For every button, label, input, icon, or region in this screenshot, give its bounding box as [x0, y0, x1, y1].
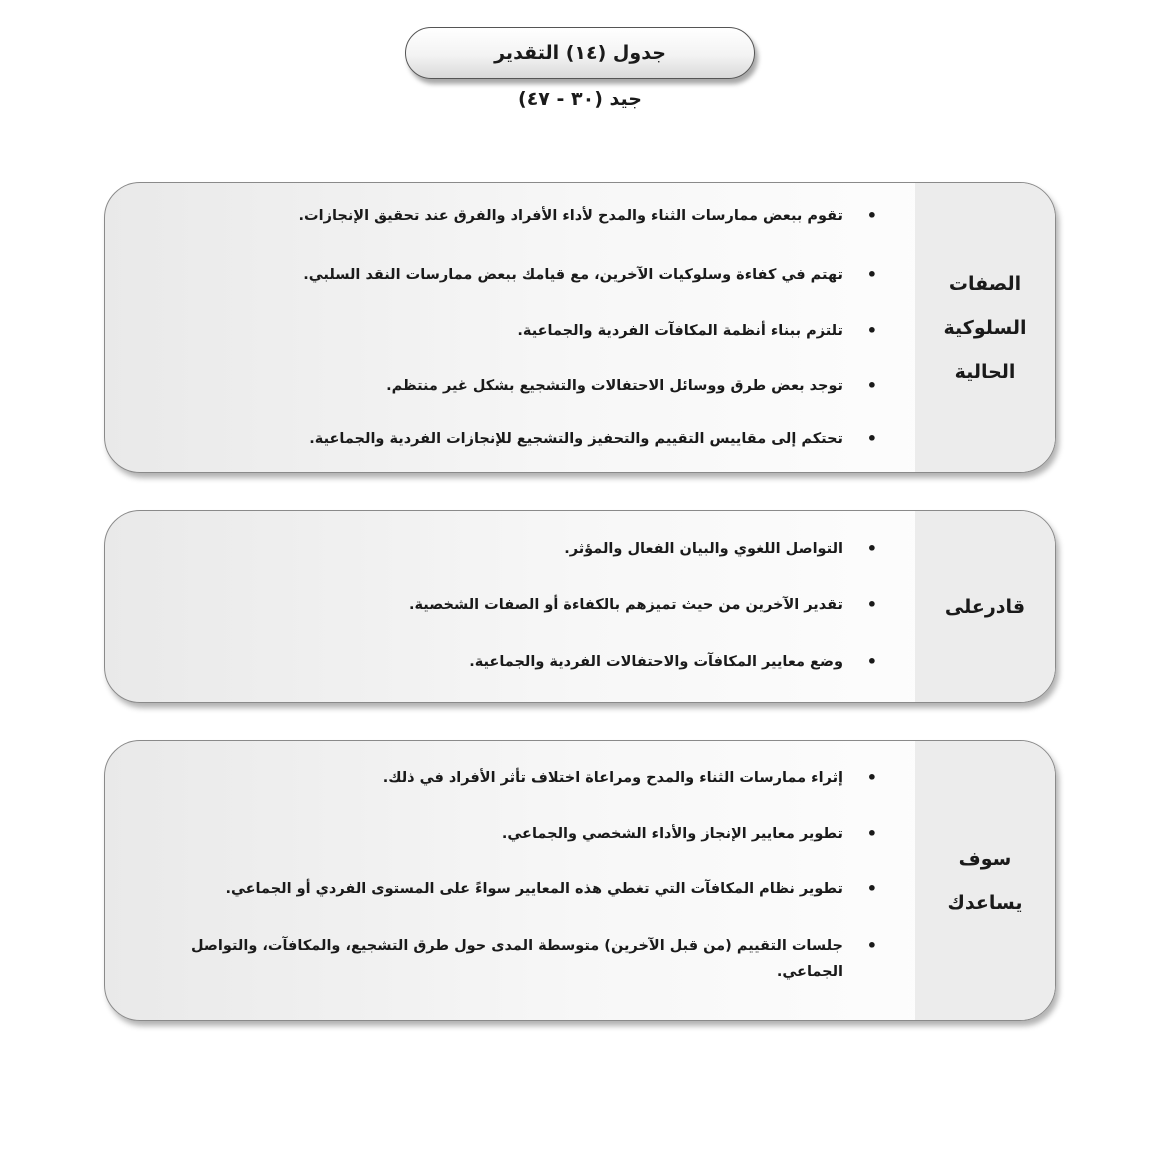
- panel-capable-of: [104, 510, 1056, 703]
- panel-label: [915, 741, 1055, 1020]
- rating-range: جيد (٣٠ - ٤٧): [518, 88, 642, 110]
- panel-label-line: الحالية: [954, 360, 1016, 383]
- panel-label-line: سوف: [958, 847, 1012, 870]
- panel-label: [915, 511, 1055, 702]
- list-item: • إثراء ممارسات الثناء والمدح ومراعاة اختلاف تأثر الأفراد في ذلك.: [165, 765, 883, 791]
- panel-label-line: الصفات: [948, 272, 1022, 295]
- list-item: • تقدير الآخرين من حيث تميزهم بالكفاءة أو الصفات الشخصية.: [165, 592, 883, 618]
- panel-current-behaviors: [104, 182, 1056, 473]
- list-item: • تطوير معايير الإنجاز والأداء الشخصي والجماعي.: [165, 821, 883, 847]
- panel-label-line: قادرعلى: [944, 595, 1026, 618]
- panel-will-help-you: [104, 740, 1056, 1021]
- bullet-list: [105, 511, 915, 702]
- bullet-list: [105, 741, 915, 1020]
- list-item: • تطوير نظام المكافآت التي تغطي هذه المعايير سواءً على المستوى الفردي أو الجماعي.: [165, 876, 883, 902]
- list-item: • وضع معايير المكافآت والاحتفالات الفردية والجماعية.: [165, 649, 883, 675]
- list-item: • توجد بعض طرق ووسائل الاحتفالات والتشجيع بشكل غير منتظم.: [165, 373, 883, 399]
- list-item: • تلتزم ببناء أنظمة المكافآت الفردية والجماعية.: [165, 318, 883, 344]
- list-item: • التواصل اللغوي والبيان الفعال والمؤثر.: [165, 536, 883, 562]
- panel-label-line: السلوكية: [943, 316, 1027, 339]
- list-item: • تهتم في كفاءة وسلوكيات الآخرين، مع قيامك ببعض ممارسات النقد السلبي.: [165, 262, 883, 288]
- list-item: • تحتكم إلى مقاييس التقييم والتحفيز والتشجيع للإنجازات الفردية والجماعية.: [165, 426, 883, 452]
- bullet-list: [105, 183, 915, 472]
- table-title: جدول (١٤) التقدير: [494, 42, 666, 64]
- table-title-box: [405, 27, 755, 79]
- list-item: • تقوم ببعض ممارسات الثناء والمدح لأداء الأفراد والفرق عند تحقيق الإنجازات.: [165, 203, 883, 229]
- list-item: • جلسات التقييم (من قبل الآخرين) متوسطة المدى حول طرق التشجيع، والمكافآت، والتواصل الجماعي.: [165, 933, 883, 985]
- panel-label: [915, 183, 1055, 472]
- panel-label-line: يساعدك: [947, 891, 1023, 914]
